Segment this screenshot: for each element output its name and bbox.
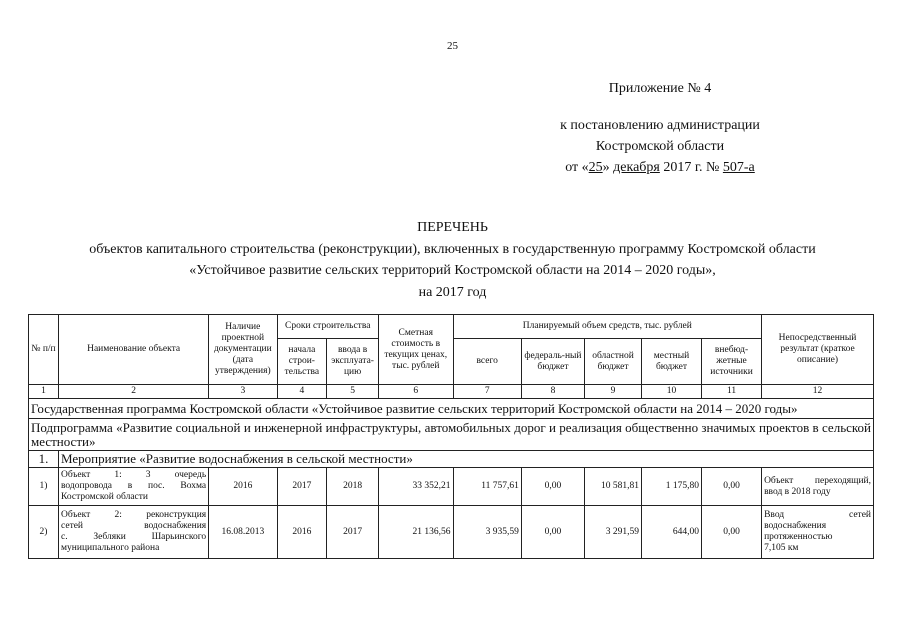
header-start: начала строи-тельства	[277, 339, 327, 385]
document-subtitle-1: объектов капитального строительства (реконструкции), включенных в государственную программу Костромской области	[89, 242, 816, 257]
column-number: 1	[29, 385, 59, 399]
header-regional: областной бюджет	[585, 339, 642, 385]
document-subtitle-2: «Устойчивое развитие сельских территорий Костромской области на 2014 – 2020 годы»,	[189, 263, 716, 278]
header-total: всего	[453, 339, 521, 385]
column-number: 10	[641, 385, 701, 399]
appendix-day: 25	[588, 160, 603, 175]
subprogram-row: Подпрограмма «Развитие социальной и инженерной инфраструктуры, автомобильных дорог и реализация общественно значимых проектов в сельской местности»	[29, 419, 874, 451]
table-row	[29, 468, 874, 506]
row-federal: 0,00	[521, 468, 584, 506]
row-num: 2)	[29, 506, 59, 559]
table-row	[29, 506, 874, 559]
row-total: 11 757,61	[453, 468, 521, 506]
row-docs: 2016	[209, 468, 277, 506]
event-num: 1.	[29, 451, 59, 468]
row-result: Ввод сетей водоснабжения протяженностью 7,105 км	[762, 506, 874, 559]
column-number: 12	[762, 385, 874, 399]
header-planned: Планируемый объем средств, тыс. рублей	[453, 315, 762, 339]
row-start: 2016	[277, 506, 327, 559]
row-offbudget: 0,00	[702, 506, 762, 559]
appendix-line-1: к постановлению администрации	[560, 118, 760, 133]
row-local: 1 175,80	[641, 468, 701, 506]
header-docs: Наличие проектной документации (дата утверждения)	[209, 315, 277, 385]
column-number: 4	[277, 385, 327, 399]
header-terms: Сроки строительства	[277, 315, 378, 339]
appendix-number: 507-а	[722, 160, 755, 175]
row-name: Объект 1: 3 очередь водопровода в пос. Вохма Костромской области	[59, 468, 209, 506]
header-offbudget: внебюд-жетные источники	[702, 339, 762, 385]
column-number: 6	[378, 385, 453, 399]
header-result: Непосредственный результат (краткое описание)	[762, 315, 874, 385]
appendix-line-2: Костромской области	[595, 139, 725, 154]
column-number: 7	[453, 385, 521, 399]
header-local: местный бюджет	[641, 339, 701, 385]
row-start: 2017	[277, 468, 327, 506]
page-number: 25	[447, 40, 458, 52]
appendix-date: от «25» декабря 2017 г. № 507-а	[565, 160, 755, 175]
event-name: Мероприятие «Развитие водоснабжения в сельской местности»	[59, 451, 874, 468]
row-commission: 2018	[327, 468, 379, 506]
row-offbudget: 0,00	[702, 468, 762, 506]
column-number: 11	[702, 385, 762, 399]
row-cost: 21 136,56	[378, 506, 453, 559]
row-total: 3 935,59	[453, 506, 521, 559]
row-federal: 0,00	[521, 506, 584, 559]
column-number: 8	[521, 385, 584, 399]
column-number: 2	[59, 385, 209, 399]
header-federal: федераль-ный бюджет	[521, 339, 584, 385]
header-commission: ввода в эксплуата-цию	[327, 339, 379, 385]
column-number: 9	[585, 385, 642, 399]
column-number: 3	[209, 385, 277, 399]
appendix-title: Приложение № 4	[608, 81, 712, 96]
row-num: 1)	[29, 468, 59, 506]
header-cost: Сметная стоимость в текущих ценах, тыс. рублей	[378, 315, 453, 385]
document-title: ПЕРЕЧЕНЬ	[417, 220, 488, 235]
document-subtitle-3: на 2017 год	[418, 285, 487, 300]
event-row	[29, 451, 874, 468]
objects-table	[28, 314, 874, 559]
column-number-row	[29, 385, 874, 399]
row-regional: 10 581,81	[585, 468, 642, 506]
header-name: Наименование объекта	[59, 315, 209, 385]
row-docs: 16.08.2013	[209, 506, 277, 559]
row-result: Объект переходящий, ввод в 2018 году	[762, 468, 874, 506]
program-row: Государственная программа Костромской области «Устойчивое развитие сельских территорий Костромской области на 2014 – 2020 годы»	[29, 399, 874, 419]
column-number: 5	[327, 385, 379, 399]
row-commission: 2017	[327, 506, 379, 559]
row-cost: 33 352,21	[378, 468, 453, 506]
row-local: 644,00	[641, 506, 701, 559]
row-regional: 3 291,59	[585, 506, 642, 559]
row-name: Объект 2: реконструкция сетей водоснабжения с. Зебляки Шарьинского муниципального района	[59, 506, 209, 559]
header-num: № п/п	[29, 315, 59, 385]
appendix-month: декабря	[613, 160, 660, 175]
